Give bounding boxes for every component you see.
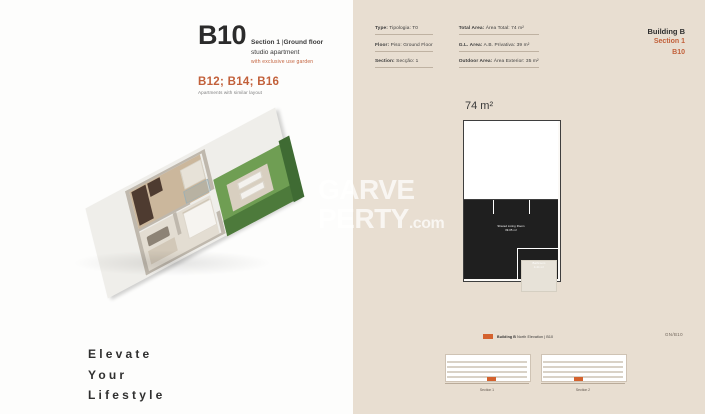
spec-divider [375, 51, 433, 52]
spec-key: G.L. Area: [458, 42, 483, 48]
floor-label: Ground floor [283, 39, 324, 46]
elevation-caption: Section 1 [479, 388, 495, 392]
plan-room-bathroom-area: 4.21 m² [533, 265, 545, 270]
elevation-section-1 [445, 352, 529, 390]
building-name: Building B [647, 27, 685, 36]
building-section: Section 1 [653, 38, 685, 46]
spec-row [375, 26, 433, 35]
floor-code: GN/B10 [664, 332, 683, 337]
spec-value: Secção: 1 [396, 59, 419, 64]
tagline-line-2: Your [88, 367, 128, 382]
unit-section-floor-line [251, 38, 323, 47]
unit-title-row [198, 22, 348, 67]
elevation-floor-band [543, 361, 623, 363]
plan-room-living [485, 224, 537, 232]
specification-table [375, 26, 539, 68]
spec-row [375, 59, 433, 68]
elevation-floor-band [447, 371, 527, 373]
legend-swatch-icon [483, 334, 493, 339]
similar-units-note: Apartments with similar layout [198, 90, 263, 96]
separator-pipe: | [281, 39, 284, 46]
spec-row [459, 43, 539, 52]
spec-divider [459, 51, 539, 52]
spec-row [459, 59, 539, 68]
plan-room-living-name: Shared Living Room [497, 224, 525, 228]
unit-title-block [198, 22, 348, 95]
spec-line [459, 43, 539, 48]
right-panel [353, 0, 705, 414]
spec-key: Outdoor Area: [458, 59, 493, 64]
garden-note: with exclusive use garden [251, 58, 314, 65]
spec-line [375, 26, 433, 31]
plan-wall [517, 248, 558, 249]
spec-line [375, 59, 433, 64]
plan-wall [493, 200, 494, 214]
spec-divider [459, 34, 539, 35]
elevation-caption: Section 2 [575, 388, 591, 392]
elevation-legend [483, 334, 553, 339]
spec-column-left [375, 26, 433, 68]
watermark-line-2-text: PERTY [318, 202, 409, 234]
spec-key: Floor: [375, 42, 390, 48]
floor-plan [463, 120, 559, 280]
section-label: Section [251, 39, 275, 46]
legend-text-bold: Building B [497, 334, 516, 339]
spec-divider [375, 67, 433, 68]
elevation-section-2 [541, 352, 625, 390]
unit-code: B10 [198, 20, 247, 50]
elevation-diagrams [445, 352, 625, 402]
building-identifier [648, 26, 686, 58]
spec-key: Section: [375, 59, 395, 64]
spec-line [375, 43, 433, 48]
spec-value: Tipologia: T0 [389, 26, 419, 31]
spec-line [459, 26, 539, 31]
elevation-floor-band [543, 376, 623, 378]
spec-divider [459, 67, 539, 68]
building-unit: B10 [672, 48, 685, 56]
spec-row [459, 26, 539, 35]
legend-text-rest: North Elevation | B10 [515, 334, 554, 339]
elevation-floor-band [543, 371, 623, 373]
spec-line [459, 59, 539, 64]
apartment-type: studio apartment [251, 49, 300, 57]
spec-key: Type: [375, 26, 388, 31]
plan-room-living-area: 39.05 m² [505, 228, 517, 233]
tagline-line-1: Elevate [88, 347, 153, 361]
legend-text [497, 335, 553, 339]
elevation-floor-band [447, 361, 527, 363]
spec-value: Área Total: 74 m² [485, 26, 524, 31]
elevation-ground-line [445, 383, 529, 384]
elevation-ground-line [541, 383, 625, 384]
spec-value: Área Exterior: 35 m² [493, 59, 539, 64]
elevation-floor-band [543, 366, 623, 368]
plan-room-bathroom-name: Bathroom [532, 261, 546, 265]
watermark-suffix: .com [408, 214, 445, 232]
plan-wall [517, 248, 518, 279]
spec-key: Total Area: [458, 26, 485, 31]
elevation-floor-band [447, 366, 527, 368]
elevation-unit-highlight [574, 377, 583, 381]
render-shadow [72, 250, 272, 276]
section-number: 1 [276, 39, 280, 46]
spec-value: A.B. Privativa: 39 m² [483, 42, 530, 48]
tagline-line-3: Lifestyle [88, 388, 166, 403]
unit-meta [251, 38, 323, 67]
elevation-unit-highlight [487, 377, 496, 381]
plan-wall [529, 200, 530, 214]
spec-row [375, 43, 433, 52]
spec-value: Piso: Ground Floor [390, 42, 433, 48]
plan-room-bathroom [521, 260, 557, 292]
plan-terrace [464, 121, 558, 200]
watermark-line-1: GARVE [318, 174, 415, 205]
spec-divider [375, 34, 433, 35]
tagline [88, 344, 166, 406]
spec-column-right [459, 26, 539, 68]
similar-units-list: B12; B14; B16 [198, 76, 280, 89]
plan-area-label: 74 m² [465, 100, 494, 112]
